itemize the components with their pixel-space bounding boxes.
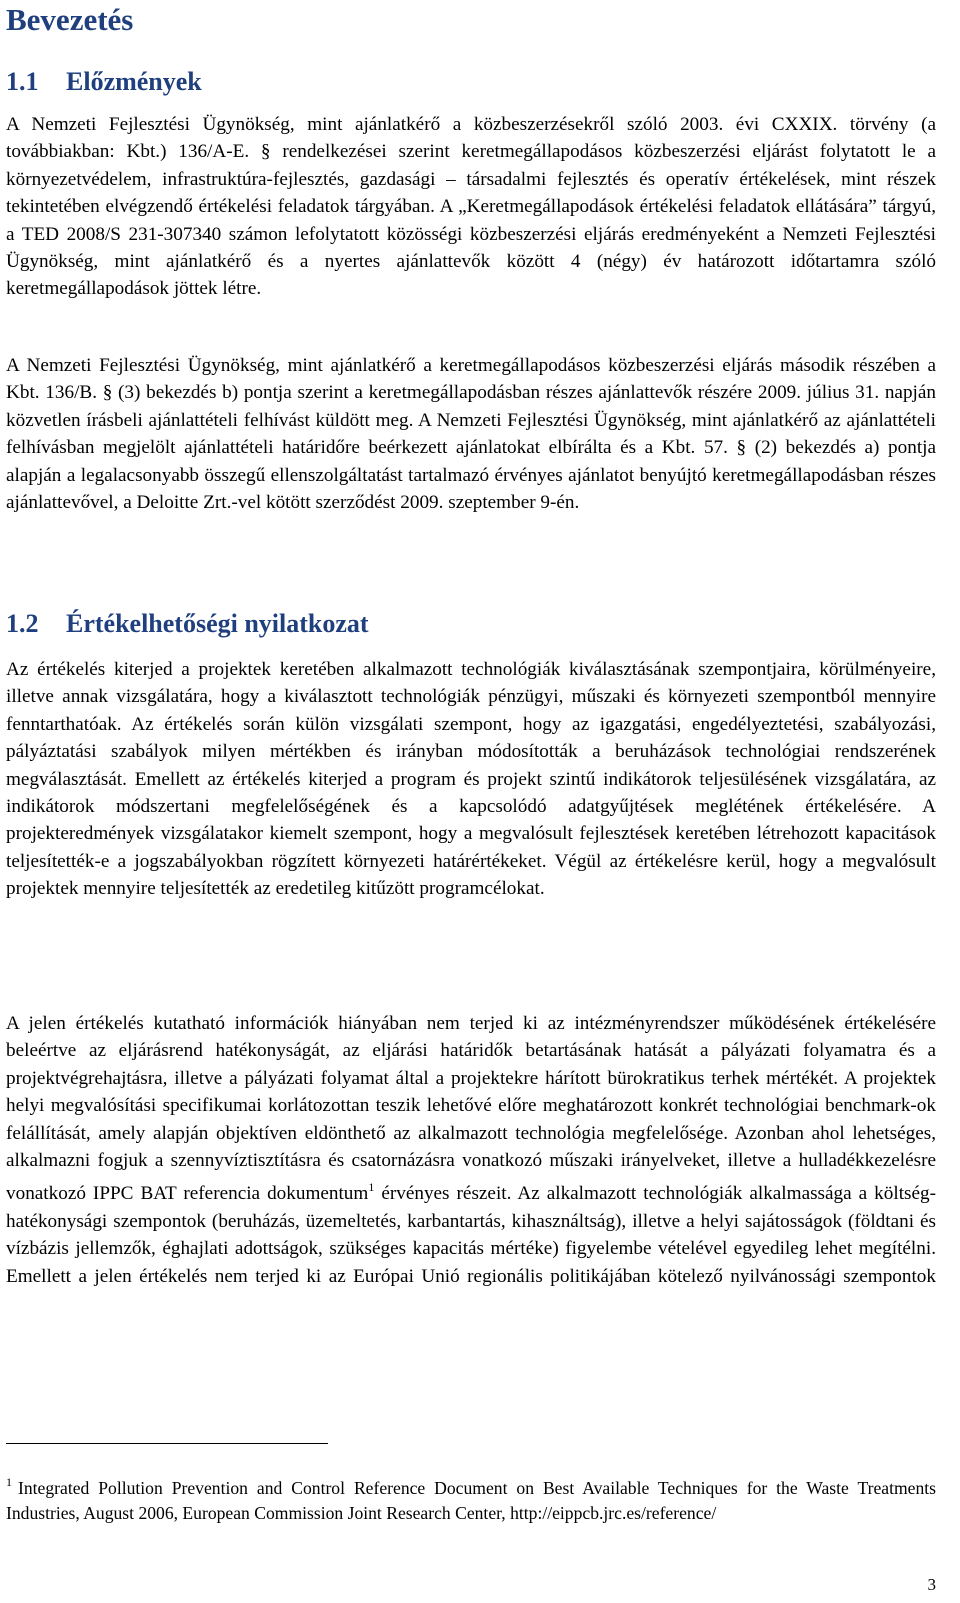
footnote-mark: 1 (6, 1475, 12, 1489)
chapter-heading: Bevezetés (6, 2, 134, 37)
footnote (6, 1470, 936, 1526)
section-number: 1.2 (6, 609, 39, 638)
footnote-text: Integrated Pollution Prevention and Control Reference Document on Best Available Techniques for the Waste Treatments Industries, August 2006, European Commission Joint Research Center, http://eippcb.jrc.es/reference/ (6, 1478, 936, 1523)
footnote-separator (6, 1443, 328, 1444)
section-title: Értékelhetőségi nyilatkozat (66, 609, 369, 638)
footnote-reference[interactable]: 1 (368, 1180, 375, 1195)
section-number: 1.1 (6, 67, 39, 96)
paragraph-text: érvényes részeit. Az alkalmazott technológiák alkalmassága a költség-hatékonysági szempontok (beruházás, üzemeltetés, karbantartás, kihasználtság), illetve a helyi sajátosságok (földtani és vízbázis jellemzők, éghajlati adottságok, szükséges kapacitás mértéke) figyelembe vételével egyedileg lehet megítélni. Emellett a jelen értékelés nem terjed ki az Európai Unió regionális politikájában kötelező nyilvánossági szempontok (6, 1183, 936, 1287)
page-number: 3 (927, 1575, 936, 1594)
paragraph-text: A jelen értékelés kutatható információk hiányában nem terjed ki az intézményrendszer működésének értékelésére beleértve az eljárásrend hatékonyságát, az eljárási határidők betartásának hatását a pályázati folyamatra és a projektvégrehajtásra, illetve a pályázati folyamat által a projektekre hárított bürokratikus terhek mértékét. A projektek helyi megvalósítási specifikumai korlátozottan teszik lehetővé előre meghatározott konkrét technológiai benchmark-ok felállítását, amely alapján objektíven eldönthető az alkalmazott technológia megfelelősége. Azonban ahol lehetséges, alkalmazni fogjuk a szennyvíztisztításra és csatornázásra vonatkozó műszaki irányelveket, illetve a hulladékkezelésre vonatkozó IPPC BAT referencia dokumentum (6, 1013, 936, 1205)
section-title: Előzmények (66, 67, 202, 96)
section-heading-1-1 (6, 65, 202, 99)
paragraph (6, 1010, 936, 1290)
paragraph: A Nemzeti Fejlesztési Ügynökség, mint ajánlatkérő a keretmegállapodásos közbeszerzési eljárás második részében a Kbt. 136/B. § (3) bekezdés b) pontja szerint a keretmegállapodásban részes ajánlattevők részére 2009. július 31. napján közvetlen írásbeli ajánlattételi felhívást küldött meg. A Nemzeti Fejlesztési Ügynökség, mint ajánlatkérő az ajánlattételi felhívásban megjelölt ajánlattételi határidőre beérkezett ajánlatokat elbírálta és a Kbt. 57. § (2) bekezdés a) pontja alapján a legalacsonyabb összegű ellenszolgáltatást tartalmazó érvényes ajánlatot benyújtó keretmegállapodásban részes ajánlattevővel, a Deloitte Zrt.-vel kötött szerződést 2009. szeptember 9-én. (6, 355, 936, 514)
section-heading-1-2 (6, 607, 369, 641)
paragraph: Az értékelés kiterjed a projektek keretében alkalmazott technológiák kiválasztásának szempontjaira, körülményeire, illetve annak vizsgálatára, hogy a kiválasztott technológiák pénzügyi, műszaki és környezeti szempontból mennyire fenntarthatóak. Az értékelés során külön vizsgálati szempont, hogy az igazgatási, engedélyeztetési, szabályozási, pályáztatási szabályok milyen mértékben és irányban módosították a beruházások technológiai rendszerének megválasztását. Emellett az értékelés kiterjed a program és projekt szintű indikátorok teljesülésének vizsgálatára, az indikátorok módszertani megfelelőségének és a kapcsolódó adatgyűjtések meglétének értékelésére. A projekteredmények vizsgálatakor kiemelt szempont, hogy a megvalósult fejlesztések keretében létrehozott kapacitások teljesítették-e a jogszabályokban rögzített környezeti határértékeket. Végül az értékelésre kerül, hogy a megvalósult projektek mennyire teljesítették az eredetileg kitűzött programcélokat. (6, 659, 936, 900)
paragraph: A Nemzeti Fejlesztési Ügynökség, mint ajánlatkérő a közbeszerzésekről szóló 2003. évi CXXIX. törvény (a továbbiakban: Kbt.) 136/A-E. § rendelkezései szerint keretmegállapodásos közbeszerzési eljárást folytatott le a környezetvédelem, infrastruktúra-fejlesztés, gazdasági – társadalmi fejlesztés és operatív értékelések, mint részek tekintetében elvégzendő értékelési feladatok tárgyában. A „Keretmegállapodások értékelési feladatok ellátására” tárgyú, a TED 2008/S 231-307340 számon lefolytatott közösségi közbeszerzési eljárás eredményeként a Nemzeti Fejlesztési Ügynökség, mint ajánlatkérő és a nyertes ajánlattevők között 4 (négy) év határozott időtartamra szóló keretmegállapodások jöttek létre. (6, 114, 936, 300)
